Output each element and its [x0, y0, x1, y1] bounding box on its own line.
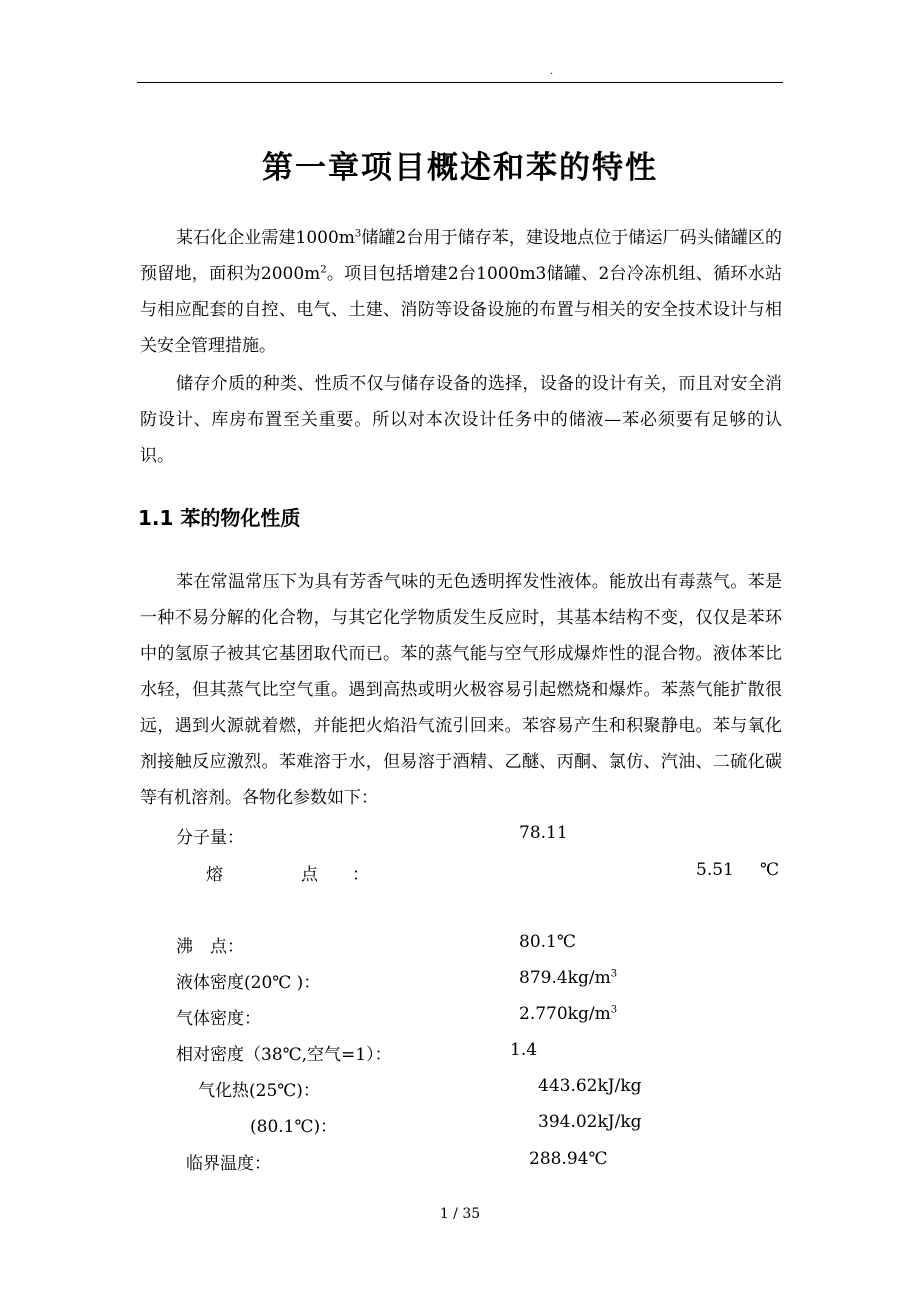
paragraph-benzene-properties: 苯在常温常压下为具有芳香气味的无色透明挥发性液体。能放出有毒蒸气。苯是一种不易分解的化合物，与其它化学物质发生反应时，其基本结构不变，仅仅是苯环中的氢原子被其它基团取代而已。苯的蒸气能与空气形成爆炸性的混合物。液体苯比水轻，但其蒸气比空气重。遇到高热或明火极容易引起燃烧和爆炸。苯蒸气能扩散很远，遇到火源就着燃，并能把火焰沿气流引回来。苯容易产生和积聚静电。苯与氧化剂接触反应激烈。苯难溶于水，但易溶于酒精、乙醚、丙酮、氯仿、汽油、二硫化碳等有机溶剂。各物化参数如下： [140, 572, 782, 808]
prop-rd-value: 1.4 [510, 1040, 538, 1060]
paragraph-project-overview [140, 220, 782, 364]
prop-gd-label: 气体密度： [176, 1009, 261, 1029]
section-number: 1.1 [138, 506, 174, 530]
prop-ld-label: 液体密度(20℃ )： [176, 973, 321, 993]
p1-sup-2: 2 [320, 264, 327, 276]
prop-ct-value: 288.94℃ [529, 1149, 608, 1169]
prop-gd-sup: 3 [610, 1004, 618, 1016]
prop-mw-label: 分子量： [176, 828, 244, 848]
prop-hv1-value: 443.62kJ/kg [538, 1076, 642, 1096]
section-heading [138, 502, 300, 531]
p1-text-c: 。项目包括增建2台1000m3储罐、2台冷冻机组、循环水站与相应配套的自控、电气、土建、消防等设备设施的布置与相关的安全技术设计与相关安全管理措施。 [140, 264, 782, 356]
p1-text-a: 某石化企业需建1000m [176, 228, 355, 248]
prop-mp-value: 5.51 [696, 860, 734, 880]
prop-ld-number: 879.4kg/m [519, 968, 611, 988]
prop-mp-label-2: 点 [301, 865, 318, 885]
prop-bp-label: 沸 点： [176, 937, 244, 957]
header-mark: . [550, 66, 554, 77]
prop-ld-sup: 3 [610, 968, 618, 980]
prop-mw-value: 78.11 [519, 823, 568, 843]
prop-hv2-value: 394.02kJ/kg [538, 1112, 642, 1132]
chapter-title: 第一章项目概述和苯的特性 [262, 150, 658, 186]
header-rule [137, 82, 783, 83]
prop-mp-label-3: ： [352, 865, 369, 885]
p1-sup-1: 3 [354, 228, 362, 240]
prop-rd-label: 相对密度（38℃,空气=1）： [176, 1045, 392, 1065]
prop-mp-unit: ℃ [760, 860, 780, 880]
prop-bp-value: 80.1℃ [519, 932, 576, 952]
prop-hv2-label: (80.1℃)： [250, 1117, 338, 1137]
prop-hv1-label: 气化热(25℃)： [198, 1081, 320, 1101]
section-title: 苯的物化性质 [180, 506, 301, 530]
paragraph-storage-medium: 储存介质的种类、性质不仅与储存设备的选择，设备的设计有关，而且对安全消防设计、库房布置至关重要。所以对本次设计任务中的储液—苯必须要有足够的认识。 [140, 374, 782, 466]
prop-gd-number: 2.770kg/m [519, 1004, 611, 1024]
prop-ct-label: 临界温度： [186, 1154, 271, 1174]
prop-mp-label-1: 熔 [206, 865, 223, 885]
prop-ld-value [519, 968, 617, 988]
prop-gd-value [519, 1004, 617, 1024]
page-number: 1 / 35 [439, 1206, 481, 1222]
p1-text-b: 储罐2台用于储存苯，建设地点位于储运厂码头储罐区的预留地，面积为2000m [140, 228, 782, 284]
